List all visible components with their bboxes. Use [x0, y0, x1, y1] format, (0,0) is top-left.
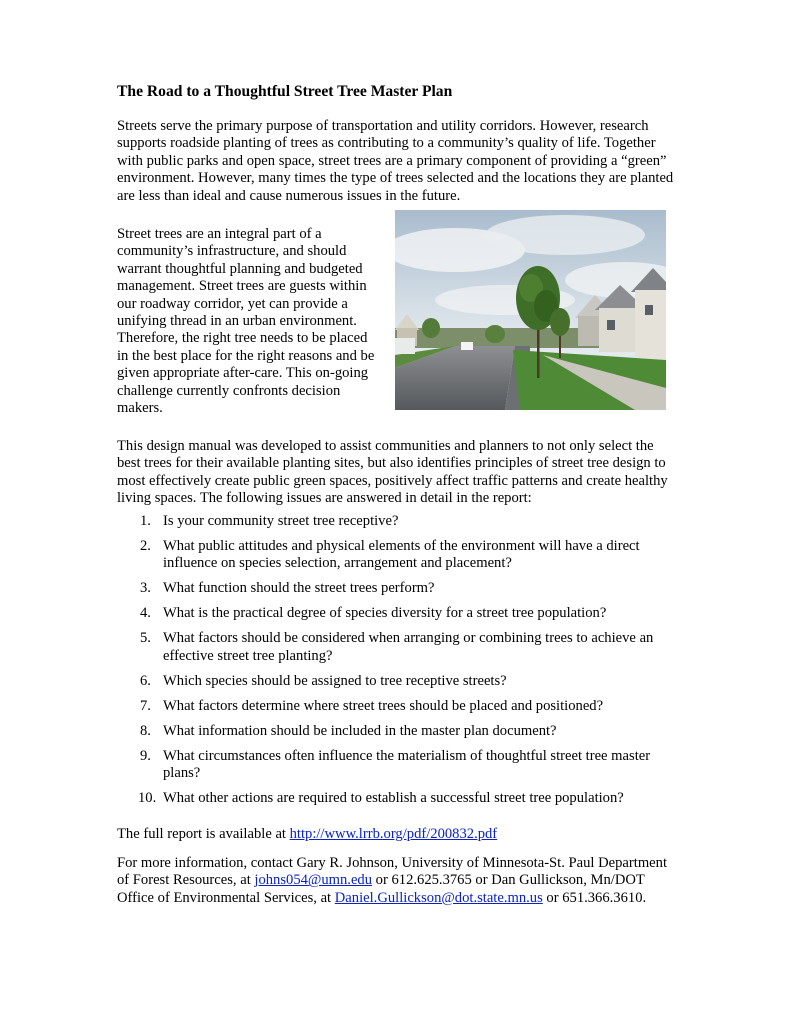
list-item	[117, 605, 677, 622]
list-item-number: 4.	[140, 605, 151, 622]
list-item-number: 6.	[140, 672, 151, 689]
issues-list	[117, 513, 677, 815]
contact-text-3: or 651.366.3610.	[542, 889, 647, 906]
contact-text-1: For more information, contact Gary R. Johnson, University of Minnesota-St. Paul Department of Forest Resources, at	[117, 855, 668, 889]
list-item	[117, 513, 677, 530]
street-tree-photo	[395, 210, 666, 410]
list-item-text: What is the practical degree of species diversity for a street tree population?	[163, 605, 607, 622]
list-item-number: 8.	[140, 722, 151, 739]
list-item-text: What function should the street trees perform?	[163, 580, 435, 597]
list-item	[117, 723, 677, 740]
list-item-number: 10.	[138, 790, 157, 807]
full-report-line	[117, 826, 677, 843]
list-item	[117, 580, 677, 597]
list-item-text: Which species should be assigned to tree receptive streets?	[163, 672, 507, 689]
intro-paragraph: Streets serve the primary purpose of transportation and utility corridors. However, research supports roadside planting of trees as contributing to a community’s quality of life. Together with public parks and open space, street trees are a primary component of providing a “green” environment. However, many times the type of trees selected and the locations they are planted are less than ideal and cause numerous issues in the future.	[117, 118, 674, 204]
list-item-text: What circumstances often influence the materialism of thoughtful street tree master plans?	[163, 747, 651, 782]
list-item	[117, 673, 677, 690]
list-item-number: 3.	[140, 580, 151, 597]
list-item-text: What factors should be considered when arranging or combining trees to achieve an effective street tree planting?	[163, 630, 654, 664]
contact-text-2: or 612.625.3765 or Dan Gullickson, Mn/DOT Office of Environmental Services, at	[117, 872, 645, 906]
list-item	[117, 748, 677, 783]
list-item-number: 1.	[140, 513, 151, 529]
list-item-number: 9.	[140, 747, 151, 764]
full-report-prefix: The full report is available at	[117, 826, 290, 842]
list-item-number: 2.	[140, 538, 151, 554]
page-title: The Road to a Thoughtful Street Tree Master Plan	[117, 83, 453, 100]
list-item-number: 5.	[140, 630, 151, 647]
list-item	[117, 790, 677, 807]
list-item-text: What other actions are required to establish a successful street tree population?	[163, 790, 624, 807]
list-item-number: 7.	[140, 697, 151, 714]
list-item	[117, 630, 677, 665]
gullickson-email-link[interactable]: Daniel.Gullickson@dot.state.mn.us	[334, 889, 543, 906]
list-item-text: What public attitudes and physical elements of the environment will have a direct influence on species selection, arrangement and placement?	[163, 538, 640, 572]
list-item	[117, 538, 677, 573]
list-item-text: Is your community street tree receptive?	[163, 513, 399, 529]
contact-paragraph	[117, 855, 677, 907]
list-item	[117, 698, 677, 715]
list-item-text: What factors determine where street trees should be placed and positioned?	[163, 697, 604, 714]
design-manual-paragraph: This design manual was developed to assist communities and planners to not only select the best trees for their available planting sites, but also identifies principles of street tree design to most effectively create public green spaces, positively affect traffic patterns and create healthy living spaces. The following issues are answered in detail in the report:	[117, 438, 668, 507]
list-item-text: What information should be included in the master plan document?	[163, 722, 557, 739]
full-report-link[interactable]: http://www.lrrb.org/pdf/200832.pdf	[289, 826, 498, 842]
johnson-email-link[interactable]: johns054@umn.edu	[254, 872, 373, 889]
integral-paragraph: Street trees are an integral part of a community’s infrastructure, and should warrant thoughtful planning and budgeted management. Street trees are guests within our roadway corridor, yet can provide a unifying thread in an urban environment. Therefore, the right tree needs to be placed in the best place for the right reasons and be given appropriate after-care. This on-going challenge currently confronts decision makers.	[117, 226, 375, 417]
